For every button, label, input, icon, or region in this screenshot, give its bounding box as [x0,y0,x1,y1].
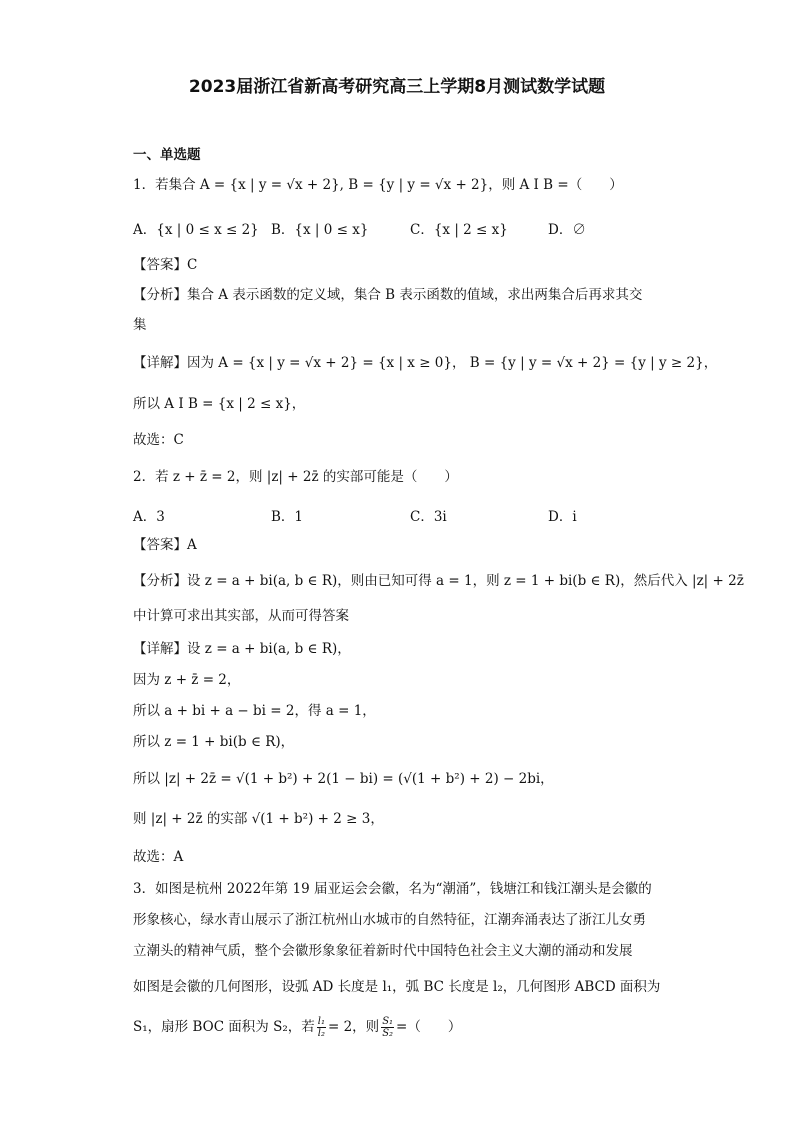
q1-choose: 故选：C [133,432,184,448]
fraction-numerator: l₁ [317,1016,325,1027]
q2-choose: 故选：A [133,849,184,865]
q1-analysis: 【分析】集合 A 表示函数的定义域，集合 B 表示函数的值域，求出两集合后再求其交 [133,287,643,303]
q2-option-b: B．1 [271,509,304,525]
fraction-denominator: l₂ [317,1028,325,1039]
q2-detail-2: 因为 z + z̄ = 2， [133,672,241,688]
q2-detail-3: 所以 a + bi + a − bi = 2，得 a = 1， [133,703,376,719]
q1-detail: 【详解】因为 A = {x | y = √x + 2} = {x | x ≥ 0}， B = {y | y = √x + 2} = {y | y ≥ 2}， [133,355,718,371]
fraction-denominator: S₂ [382,1028,394,1039]
section-heading: 一、单选题 [133,147,201,163]
q3-para-5-mid: = 2，则 [327,1019,380,1035]
page-title: 2023届浙江省新高考研究高三上学期8月测试数学试题 [188,77,606,97]
fraction-l1-l2 [317,1016,326,1039]
q2-analysis-cont: 中计算可求出其实部，从而可得答案 [133,608,349,624]
q1-analysis-cont: 集 [133,317,147,333]
q3-para-4: 如图是会徽的几何图形，设弧 AD 长度是 l₁，弧 BC 长度是 l₂，几何图形 ABCD 面积为 [133,979,661,995]
q2-detail-4: 所以 z = 1 + bi(b ∈ R)， [133,734,295,750]
q1-option-a: A．{x | 0 ≤ x ≤ 2} [133,222,259,238]
q2-analysis: 【分析】设 z = a + bi(a, b ∈ R)，则由已知可得 a = 1，则 z = 1 + bi(b ∈ R)，然后代入 |z| + 2z̄ [133,573,744,589]
fraction-numerator: S₁ [382,1016,394,1027]
q2-answer: 【答案】A [133,537,197,553]
q2-detail-1: 【详解】设 z = a + bi(a, b ∈ R)， [133,641,351,657]
q2-option-d: D．i [548,509,577,525]
q2-option-c: C．3i [410,509,447,525]
fraction-s1-s2 [381,1016,394,1039]
q2-detail-6: 则 |z| + 2z̄ 的实部 √(1 + b²) + 2 ≥ 3， [133,811,384,827]
q2-option-a: A．3 [133,509,165,525]
q2-stem: 2．若 z + z̄ = 2，则 |z| + 2z̄ 的实部可能是（ ） [133,469,458,485]
q2-detail-5: 所以 |z| + 2z̄ = √(1 + b²) + 2(1 − bi) = (√(1 + b²) + 2) − 2bi， [133,771,554,787]
q1-so: 所以 A I B = {x | 2 ≤ x}， [133,396,306,412]
q3-para-5-end: =（ ） [396,1019,462,1035]
q3-para-2: 形象核心，绿水青山展示了浙江杭州山水城市的自然特征，江潮奔涌表达了浙江儿女勇 [133,912,646,928]
q3-para-1: 3．如图是杭州 2022年第 19 届亚运会会徽，名为“潮涌”，钱塘江和钱江潮头是会徽的 [133,881,652,897]
q3-para-3: 立潮头的精神气质，整个会徽形象象征着新时代中国特色社会主义大潮的涌动和发展 [133,943,633,959]
q1-stem: 1．若集合 A = {x | y = √x + 2}, B = {y | y = √x + 2}，则 A I B =（ ） [133,177,623,193]
q1-option-b: B．{x | 0 ≤ x} [271,222,369,238]
q1-option-d: D．∅ [548,222,586,238]
q1-option-c: C．{x | 2 ≤ x} [410,222,508,238]
q3-para-5-start: S₁，扇形 BOC 面积为 S₂，若 [133,1019,315,1035]
q3-para-5 [133,1016,461,1039]
q1-answer: 【答案】C [133,257,198,273]
